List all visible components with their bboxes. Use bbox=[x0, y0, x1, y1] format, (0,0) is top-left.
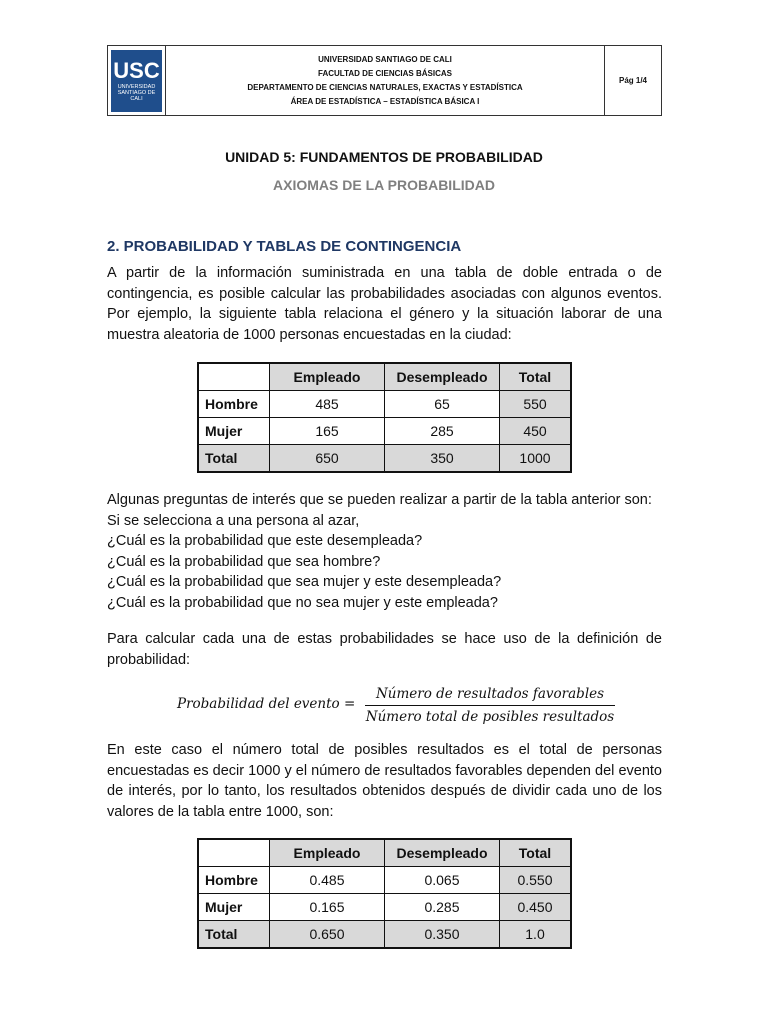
formula-denominator: Número total de posibles resultados bbox=[365, 709, 615, 725]
table-cell: 1000 bbox=[500, 445, 572, 473]
questions-intro-line: Si se selecciona a una persona al azar, bbox=[107, 512, 360, 529]
row-label: Total bbox=[198, 445, 270, 473]
table-cell: 0.650 bbox=[270, 921, 385, 949]
table-row bbox=[198, 391, 571, 418]
contingency-table-counts bbox=[197, 362, 572, 473]
questions-intro-line: Algunas preguntas de interés que se pueden realizar a partir de la tabla anterior son: bbox=[107, 492, 652, 508]
column-header: Total bbox=[500, 839, 572, 867]
table-row bbox=[198, 418, 571, 445]
table-cell: 0.450 bbox=[500, 894, 572, 921]
university-logo bbox=[111, 50, 162, 112]
page-number: Pág 1/4 bbox=[618, 76, 647, 85]
table-cell: 65 bbox=[385, 391, 500, 418]
table-corner-cell bbox=[198, 839, 270, 867]
table-total-row bbox=[198, 921, 571, 949]
document-header bbox=[107, 45, 662, 116]
definition-paragraph: Para calcular cada una de estas probabilidades se hace uso de la definición de probabilidad: bbox=[107, 631, 662, 668]
table-cell: 1.0 bbox=[500, 921, 572, 949]
question-item: ¿Cuál es la probabilidad que sea hombre? bbox=[107, 553, 381, 570]
question-item: ¿Cuál es la probabilidad que no sea mujer y este empleada? bbox=[107, 594, 498, 611]
questions-block bbox=[107, 490, 662, 613]
table-cell: 285 bbox=[385, 418, 500, 445]
column-header: Desempleado bbox=[385, 363, 500, 391]
explanation-paragraph: En este caso el número total de posibles resultados es el total de personas encuestadas es decir 1000 y el número de resultados favorables dependen del evento de interés, por lo tanto, los resultados obtenidos después de dividir cada uno de los valores de la tabla entre 1000, son: bbox=[107, 742, 662, 820]
column-header: Empleado bbox=[270, 363, 385, 391]
header-line: DEPARTAMENTO DE CIENCIAS NATURALES, EXACTAS Y ESTADÍSTICA bbox=[247, 82, 523, 92]
row-label: Hombre bbox=[198, 867, 270, 894]
formula-fraction bbox=[365, 684, 615, 727]
table-cell: 550 bbox=[500, 391, 572, 418]
table-cell: 0.285 bbox=[385, 894, 500, 921]
column-header: Desempleado bbox=[385, 839, 500, 867]
page-title: UNIDAD 5: FUNDAMENTOS DE PROBABILIDAD bbox=[225, 149, 543, 165]
logo-subtext: UNIVERSIDAD SANTIAGO DE CALI bbox=[117, 83, 156, 102]
table-corner-cell bbox=[198, 363, 270, 391]
table-cell: 0.485 bbox=[270, 867, 385, 894]
table-cell: 0.065 bbox=[385, 867, 500, 894]
section-heading: 2. PROBABILIDAD Y TABLAS DE CONTINGENCIA bbox=[107, 238, 462, 255]
table-row bbox=[198, 867, 571, 894]
header-line: FACULTAD DE CIENCIAS BÁSICAS bbox=[318, 68, 452, 78]
formula-numerator: Número de resultados favorables bbox=[375, 686, 605, 702]
fraction-bar bbox=[365, 705, 615, 706]
table-cell: 165 bbox=[270, 418, 385, 445]
column-header: Empleado bbox=[270, 839, 385, 867]
row-label: Mujer bbox=[198, 894, 270, 921]
page-subtitle: AXIOMAS DE LA PROBABILIDAD bbox=[273, 177, 495, 193]
row-label: Total bbox=[198, 921, 270, 949]
intro-paragraph: A partir de la información suministrada en una tabla de doble entrada o de contingencia, es posible calcular las probabilidades asociadas con algunos eventos. Por ejemplo, la siguiente tabla relaciona el género y la situación laborar de una muestra aleatoria de 1000 personas encuestadas en la ciudad: bbox=[107, 265, 662, 343]
table-total-row bbox=[198, 445, 571, 473]
table-cell: 485 bbox=[270, 391, 385, 418]
table-cell: 0.350 bbox=[385, 921, 500, 949]
row-label: Hombre bbox=[198, 391, 270, 418]
header-institution-text bbox=[166, 46, 605, 115]
contingency-table-probabilities bbox=[197, 838, 572, 949]
table-cell: 0.165 bbox=[270, 894, 385, 921]
table-header-row bbox=[198, 363, 571, 391]
row-label: Mujer bbox=[198, 418, 270, 445]
logo-cell bbox=[108, 46, 166, 115]
table-cell: 0.550 bbox=[500, 867, 572, 894]
table-row bbox=[198, 894, 571, 921]
table-cell: 350 bbox=[385, 445, 500, 473]
table-cell: 650 bbox=[270, 445, 385, 473]
formula-lhs: Probabilidad del evento = bbox=[177, 696, 356, 712]
column-header: Total bbox=[500, 363, 572, 391]
header-line: ÁREA DE ESTADÍSTICA – ESTADÍSTICA BÁSICA I bbox=[290, 96, 480, 106]
table-header-row bbox=[198, 839, 571, 867]
question-item: ¿Cuál es la probabilidad que sea mujer y este desempleada? bbox=[107, 574, 502, 590]
probability-formula bbox=[177, 684, 617, 730]
question-item: ¿Cuál es la probabilidad que este desempleada? bbox=[107, 533, 423, 549]
table-cell: 450 bbox=[500, 418, 572, 445]
header-line: UNIVERSIDAD SANTIAGO DE CALI bbox=[318, 54, 452, 64]
logo-text: USC bbox=[113, 57, 160, 83]
